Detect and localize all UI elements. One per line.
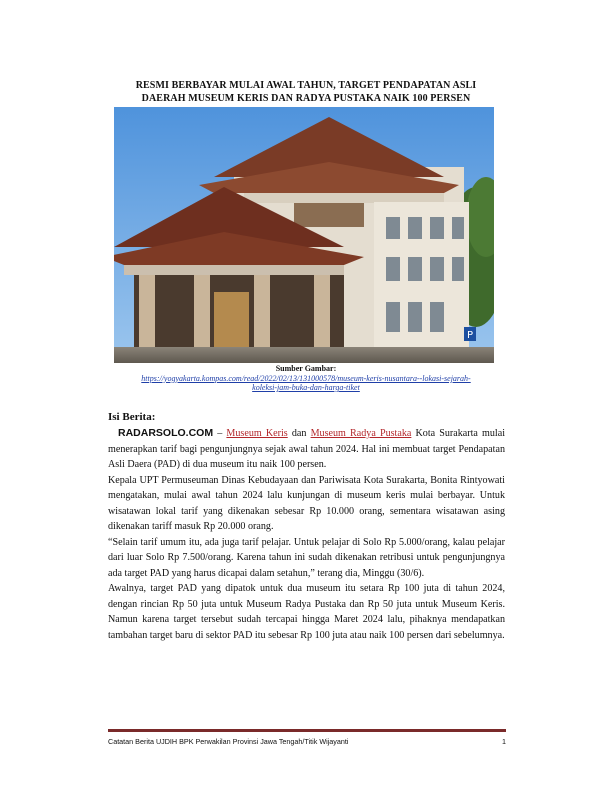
paragraph-1 [108, 426, 505, 473]
link-museum-keris[interactable]: Museum Keris [226, 428, 288, 439]
paragraph-2: Kepala UPT Permuseuman Dinas Kebudayaan dan Pariwisata Kota Surakarta, Bonita Rintyowati mengatakan, mulai awal tahun 2024 lalu kunjungan di museum keris mulai berbayar. Untuk wisatawan lokal tarif yang dikenakan sebesar Rp 10.000 orang, sementara wisatawan asing dikenakan tariff masuk Rp 20.000 orang. [108, 474, 505, 532]
page-number: 1 [502, 737, 506, 746]
caption-url-line-2[interactable]: koleksi-jam-buka-dan-harga-tiket [252, 383, 360, 392]
link-museum-radya-pustaka[interactable]: Museum Radya Pustaka [310, 428, 412, 439]
caption-url-line-1[interactable]: https://yogyakarta.kompas.com/read/2022/02/13/131000578/museum-keris-nusantara--lokasi-sejarah- [141, 373, 471, 383]
caption-label: Sumber Gambar: [275, 364, 337, 373]
article-title [100, 80, 512, 105]
svg-text:P: P [467, 330, 474, 341]
section-heading: Isi Berita: [108, 411, 156, 423]
paragraph-3: “Selain tarif umum itu, ada juga tarif pelajar. Untuk pelajar di Solo Rp 5.000/orang, kalau pelajar dari luar Solo Rp 7.500/orang. Karena tahun ini sudah dikenakan retribusi untuk pengunjungnya ada target PAD yang harus dicapai dalam setahun,” terang dia, Minggu (30/6). [108, 536, 505, 579]
paragraph-1-text: Kota Surakarta mulai menerapkan tarif bagi pengunjungnya sejak awal tahun 2024. Hal ini membuat target Pendapatan Asli Daera (PAD) di dua museum itu naik 100 persen. [108, 428, 506, 470]
source-dash: – [213, 428, 227, 439]
image-caption [100, 364, 512, 393]
title-line-1: RESMI BERBAYAR MULAI AWAL TAHUN, TARGET PENDAPATAN ASLI [135, 80, 477, 91]
paragraph-4: Awalnya, target PAD yang dipatok untuk dua museum itu setara Rp 100 juta di tahun 2024, dengan rincian Rp 50 juta untuk Museum Radya Pustaka dan Rp 50 juta untuk Museum Keris. Namun karena target tersebut sudah tercapai hingga Maret 2024 lalu, pihaknya mendapatkan tambahan target baru di sektor PAD itu sebesar Rp 100 juta atau naik 100 persen dari sebelumnya. [108, 583, 505, 641]
title-line-2: DAERAH MUSEUM KERIS DAN RADYA PUSTAKA NAIK 100 PERSEN [141, 92, 471, 104]
article-body [108, 426, 505, 643]
source-name: RADARSOLO.COM [118, 427, 214, 439]
page-footer [108, 737, 506, 746]
link-separator: dan [287, 428, 311, 439]
footer-divider [108, 729, 506, 732]
museum-photo [114, 107, 494, 363]
footer-text: Catatan Berita UJDIH BPK Perwakilan Provinsi Jawa Tengah/Titik Wijayanti [108, 737, 349, 746]
